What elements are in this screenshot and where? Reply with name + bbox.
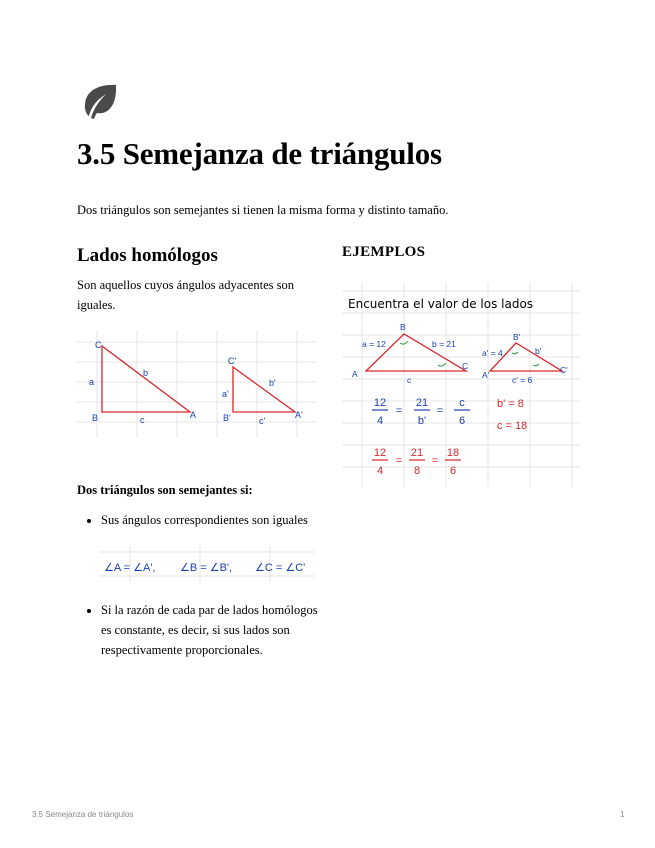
triangle-abc-prime [233,367,295,412]
eq1-f1-den: 4 [376,415,384,427]
label-C-prime: C' [228,356,237,366]
ex-label-a: a = 12 [362,339,386,349]
triangles-figure [77,330,317,438]
label-a: a [89,377,95,387]
label-B: B [92,413,99,423]
eq1-f2-den: b' [417,415,427,427]
condition-heading: Dos triángulos son semejantes si: [77,483,253,497]
ex-label-c: c [407,375,412,385]
eq1-f2-num: 21 [415,397,429,409]
label-B-prime: B' [223,413,231,423]
ex-label-B-prime: B' [513,332,521,342]
leaf-icon [80,82,120,122]
page-title: 3.5 Semejanza de triángulos [77,136,442,171]
label-A-prime: A' [295,410,303,420]
section-paragraph: Son aquellos cuyos ángulos adyacentes son iguales. [77,278,294,312]
label-a-prime: a' [222,389,229,399]
ex-label-b: b = 21 [432,339,456,349]
angles-figure [100,546,315,582]
svg-text:=: = [395,455,403,467]
eq1-f3-num: c [459,397,465,409]
eq2-f2-num: 21 [410,447,424,459]
example-prompt: Encuentra el valor de los lados [348,297,534,311]
bullet-list-1 [77,510,351,530]
ex-label-A-prime: A' [482,370,490,380]
examples-heading: EJEMPLOS [342,244,426,260]
intro-paragraph: Dos triángulos son semejantes si tienen la misma forma y distinto tamaño. [77,203,449,217]
bullet-angles: • Sus ángulos correspondientes son iguales [101,510,351,530]
label-b-prime: b' [269,378,276,388]
angle-eq-B: ∠B = ∠B', [180,562,233,574]
label-A: A [190,410,197,420]
footer-page-number: 1 [620,810,625,819]
eq2-f1-num: 12 [373,447,387,459]
ex-label-b-prime: b' [535,346,542,356]
section-heading: Lados homólogos [77,245,218,266]
ex-label-a-prime: a' = 4 [482,348,503,358]
footer-title: 3.5 Semejanza de triángulos [32,810,134,819]
eq1-f3-den: 6 [458,415,466,427]
label-b: b [143,368,149,378]
ex-label-C-prime: C' [560,365,568,375]
bullet-ratio: • Si la razón de cada par de lados homólogos es constante, es decir, si sus lados son respectivamente proporcionales. [101,600,321,660]
eq1-f1-num: 12 [373,397,387,409]
ex-label-C: C [462,361,469,371]
eq2-f3-num: 18 [446,447,460,459]
example-figure [342,283,580,487]
label-c-prime: c' [259,416,266,426]
result-c: c = 18 [497,420,528,432]
ex-label-A: A [352,369,358,379]
angle-eq-A: ∠A = ∠A', [104,562,156,574]
label-C: C [95,340,102,350]
result-b: b' = 8 [497,398,524,410]
svg-text:=: = [436,405,444,417]
label-c: c [140,415,145,425]
bullet-list-2 [77,600,321,660]
eq2-f3-den: 6 [449,465,457,477]
angle-eq-C: ∠C = ∠C' [255,562,306,574]
ex-label-B: B [400,322,406,332]
svg-text:=: = [431,455,439,467]
ex-label-c-prime: c' = 6 [512,375,533,385]
eq2-f2-den: 8 [413,465,421,477]
eq2-f1-den: 4 [376,465,384,477]
svg-text:=: = [395,405,403,417]
